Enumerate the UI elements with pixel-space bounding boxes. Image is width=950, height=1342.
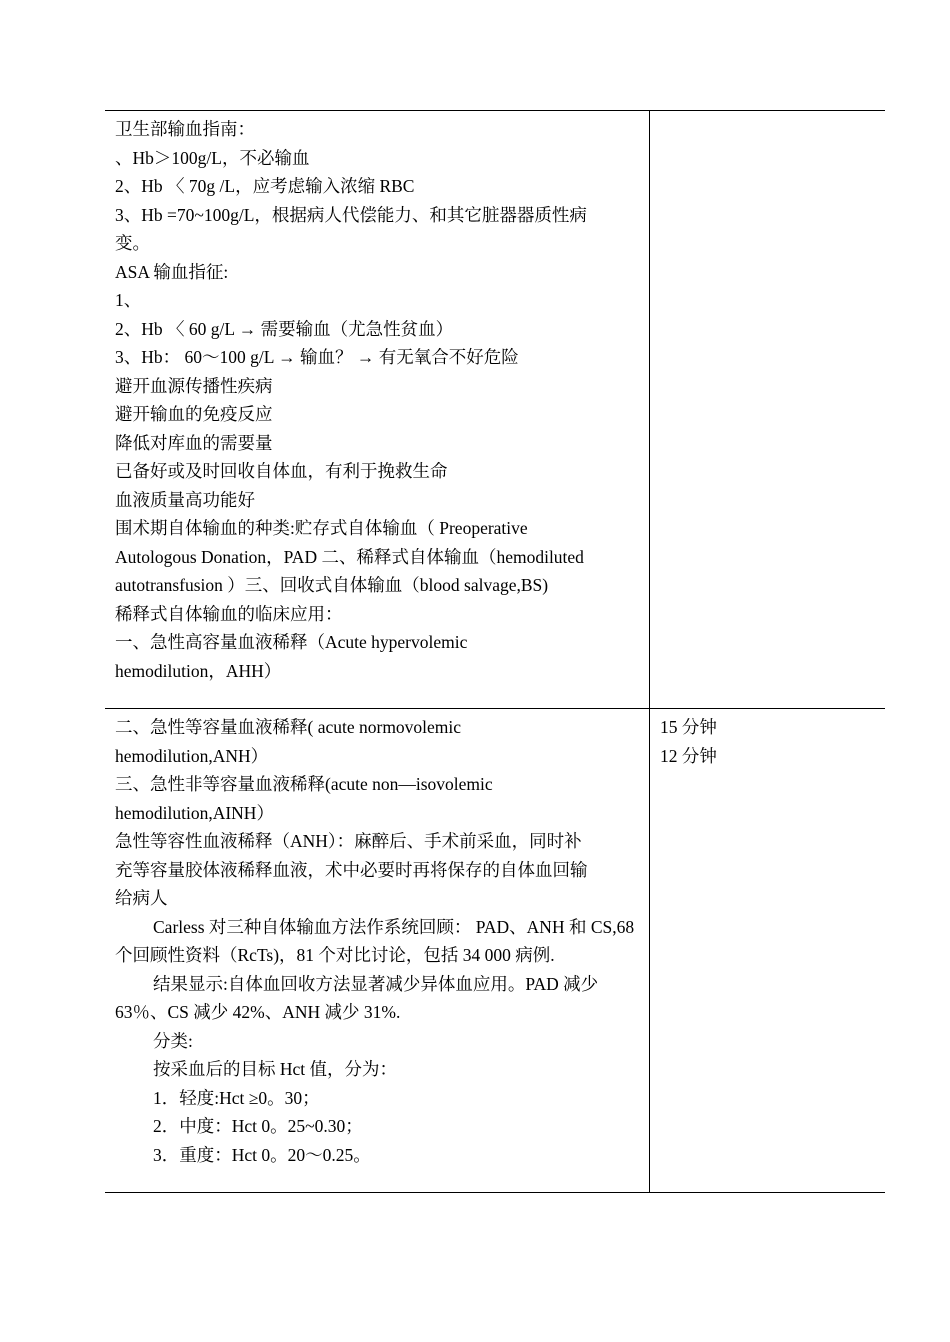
main-content-cell (105, 709, 650, 1192)
table-row (105, 708, 885, 1193)
list-item: 3．重度：Hct 0。20～0.25。 (153, 1144, 371, 1165)
table-row (105, 110, 885, 708)
duration-note: 15 分钟 (660, 717, 717, 737)
text-line: 给病人 (115, 888, 168, 908)
text-line: 稀释式自体输血的临床应用： (115, 603, 343, 624)
text-line: 分类: (153, 1030, 193, 1051)
text-line: 3、Hb： 60～100 g/L → 输血？ → 有无氧合不好危险 (115, 347, 519, 367)
text-line: hemodilution，AHH） (115, 660, 282, 681)
text-line: 2、Hb 〈 70g /L，应考虑输入浓缩 RBC (115, 176, 415, 196)
text-line: 降低对库血的需要量 (115, 432, 273, 453)
text-line: Autologous Donation，PAD 二、稀释式自体输血（hemodiluted (115, 546, 584, 567)
text-line: 充等容量胶体液稀释血液，术中必要时再将保存的自体血回输 (115, 859, 588, 880)
text-line: 血液质量高功能好 (115, 489, 255, 510)
text-line: 卫生部输血指南： (115, 119, 255, 139)
text-line: hemodilution,ANH） (115, 745, 269, 766)
list-item: 1．轻度:Hct ≥0。30； (153, 1087, 320, 1108)
text-line: 三、急性非等容量血液稀释(acute non—isovolemic (115, 774, 493, 794)
text-line: ASA 输血指征: (115, 261, 229, 282)
text-line: 一、急性高容量血液稀释（Acute hypervolemic (115, 632, 468, 652)
text-line: 按采血后的目标 Hct 值，分为： (153, 1059, 398, 1079)
text-line: 二、急性等容量血液稀释( acute normovolemic (115, 717, 462, 737)
text-line: 变。 (115, 233, 150, 253)
duration-note: 12 分钟 (660, 745, 717, 766)
text-line: 2、Hb 〈 60 g/L → 需要输血（尤急性贫血） (115, 318, 454, 339)
text-line: autotransfusion ）三、回收式自体输血（blood salvage,BS) (115, 575, 549, 595)
text-line: 3、Hb =70~100g/L，根据病人代偿能力、和其它脏器器质性病 (115, 204, 587, 225)
text-line: 1、 (115, 290, 142, 310)
side-note-cell (650, 709, 885, 1192)
text-line: hemodilution,AINH） (115, 802, 274, 823)
paragraph: Carless 对三种自体输血方法作系统回顾： PAD、ANH 和 CS,68 个回顾性资料（RcTs)，81 个对比讨论，包括 34 000 病例. (115, 916, 635, 965)
document-table (105, 110, 885, 1193)
text-line: 避开输血的免疫反应 (115, 404, 273, 424)
text-line: 围术期自体输血的种类:贮存式自体输血（ Preoperative (115, 518, 528, 538)
main-content-cell (105, 111, 650, 708)
list-item: 2．中度：Hct 0。25~0.30； (153, 1116, 363, 1136)
side-note-cell (650, 111, 885, 708)
text-line: 、Hb＞100g/L，不必输血 (115, 147, 310, 168)
text-line: 已备好或及时回收自体血，有利于挽救生命 (115, 461, 448, 481)
paragraph: 结果显示:自体血回收方法显著减少异体血应用。PAD 减少 63％、CS 减少 42%、ANH 减少 31%. (115, 973, 599, 1022)
text-line: 急性等容性血液稀释（ANH）：麻醉后、手术前采血，同时补 (115, 831, 582, 851)
text-line: 避开血源传播性疾病 (115, 375, 273, 396)
